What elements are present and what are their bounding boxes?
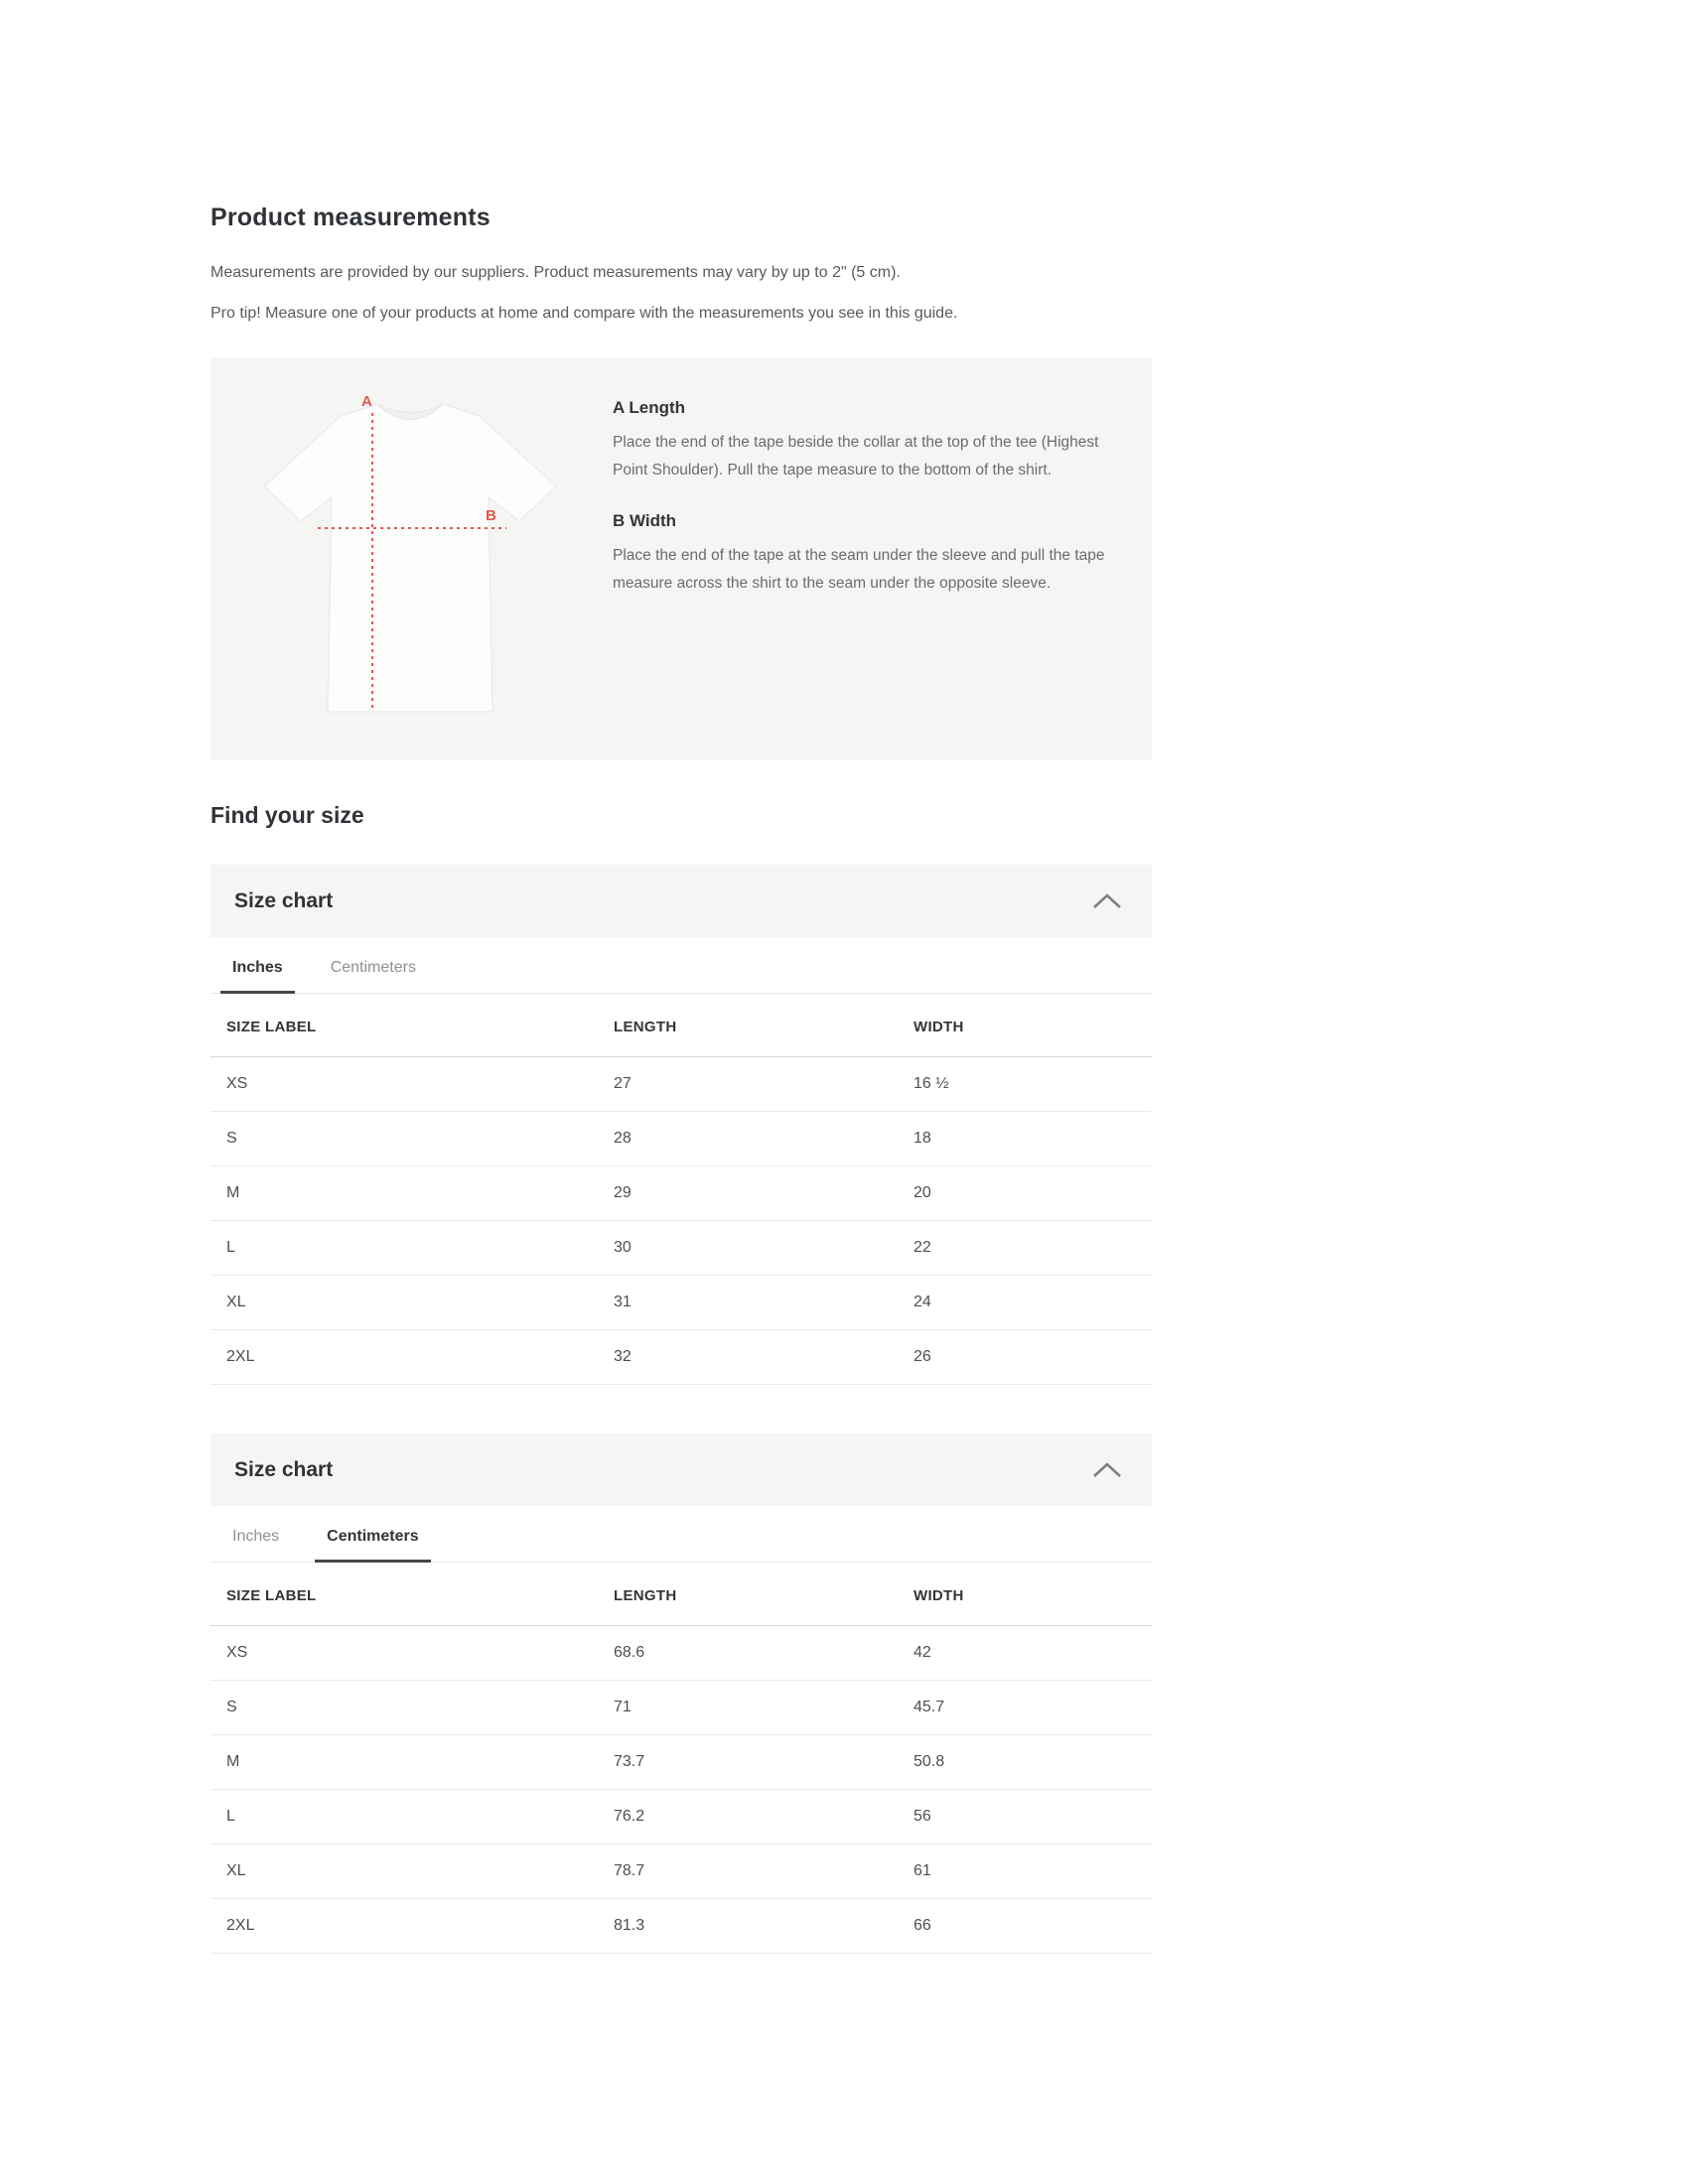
table-cell: 71 [598,1681,898,1735]
column-header-size-label: SIZE LABEL [211,994,598,1057]
table-cell: L [211,1221,598,1276]
width-measure-line [318,527,506,529]
page-title: Product measurements [211,204,491,231]
table-header-row [211,994,1152,1057]
table-cell: 45.7 [898,1681,1152,1735]
table-row [211,1899,1152,1954]
table-cell: 76.2 [598,1790,898,1844]
tab-centimeters[interactable]: Centimeters [319,950,428,993]
table-row [211,1112,1152,1166]
unit-tabs [211,950,1152,994]
tab-centimeters[interactable]: Centimeters [315,1519,430,1562]
table-cell: XL [211,1844,598,1899]
table-cell: 50.8 [898,1735,1152,1790]
width-instruction-text: Place the end of the tape at the seam under the sleeve and pull the tape measure across the shirt to the seam under the opposite sleeve. [613,547,1105,592]
column-header-size-label: SIZE LABEL [211,1563,598,1626]
table-cell: 2XL [211,1330,598,1385]
table-cell: 24 [898,1276,1152,1330]
size-table-inches [211,994,1152,1385]
measurement-instructions [613,357,1114,759]
size-chart-accordion-header[interactable] [211,865,1152,937]
measurement-label-b: B [486,507,496,524]
table-header-row [211,1563,1152,1626]
table-cell: 78.7 [598,1844,898,1899]
table-row [211,1844,1152,1899]
measurement-guide-box [211,357,1152,759]
unit-tabs [211,1519,1152,1563]
tab-inches[interactable]: Inches [220,1519,291,1562]
table-cell: M [211,1166,598,1221]
table-cell: XS [211,1057,598,1112]
length-instruction-text: Place the end of the tape beside the collar at the top of the tee (Highest Point Shoulder). Pull the tape measure to the bottom of the shirt. [613,434,1099,478]
table-cell: 18 [898,1112,1152,1166]
length-instruction-title: A Length [613,398,686,417]
table-cell: M [211,1735,598,1790]
tshirt-diagram [211,357,613,759]
size-chart-title: Size chart [234,1457,334,1481]
width-instruction-title: B Width [613,511,677,530]
table-cell: 56 [898,1790,1152,1844]
size-chart-title: Size chart [234,888,334,912]
table-row [211,1330,1152,1385]
length-measure-line [371,413,373,712]
table-row [211,1735,1152,1790]
table-cell: 81.3 [598,1899,898,1954]
table-row [211,1790,1152,1844]
column-header-width: WIDTH [898,1563,1152,1626]
column-header-length: LENGTH [598,1563,898,1626]
size-chart-section-inches [211,865,1152,1385]
find-your-size-heading: Find your size [211,802,364,828]
column-header-width: WIDTH [898,994,1152,1057]
size-chart-section-centimeters [211,1433,1152,1954]
table-row [211,1626,1152,1681]
chevron-up-icon[interactable] [1092,892,1122,909]
table-cell: 42 [898,1626,1152,1681]
size-table-centimeters [211,1563,1152,1954]
measurement-label-a: A [361,393,372,410]
size-chart-accordion-header[interactable] [211,1433,1152,1506]
column-header-length: LENGTH [598,994,898,1057]
table-cell: 2XL [211,1899,598,1954]
table-cell: S [211,1681,598,1735]
table-cell: 20 [898,1166,1152,1221]
table-cell: S [211,1112,598,1166]
tshirt-image [256,401,564,717]
table-row [211,1166,1152,1221]
table-cell: 27 [598,1057,898,1112]
table-cell: 32 [598,1330,898,1385]
tab-inches[interactable]: Inches [220,950,295,993]
intro-paragraph: Measurements are provided by our suppliers. Product measurements may vary by up to 2" (5 cm). [211,264,901,281]
table-cell: 61 [898,1844,1152,1899]
table-cell: L [211,1790,598,1844]
table-cell: 66 [898,1899,1152,1954]
table-cell: 29 [598,1166,898,1221]
table-cell: 28 [598,1112,898,1166]
table-cell: 31 [598,1276,898,1330]
table-row [211,1057,1152,1112]
table-cell: 26 [898,1330,1152,1385]
table-cell: 22 [898,1221,1152,1276]
table-cell: XL [211,1276,598,1330]
table-row [211,1276,1152,1330]
intro-paragraph: Pro tip! Measure one of your products at home and compare with the measurements you see in this guide. [211,305,958,322]
table-cell: 30 [598,1221,898,1276]
chevron-up-icon[interactable] [1092,1461,1122,1478]
product-measurements-page [211,0,1152,1954]
table-cell: 16 ½ [898,1057,1152,1112]
table-row [211,1681,1152,1735]
table-row [211,1221,1152,1276]
table-cell: 73.7 [598,1735,898,1790]
table-cell: XS [211,1626,598,1681]
table-cell: 68.6 [598,1626,898,1681]
